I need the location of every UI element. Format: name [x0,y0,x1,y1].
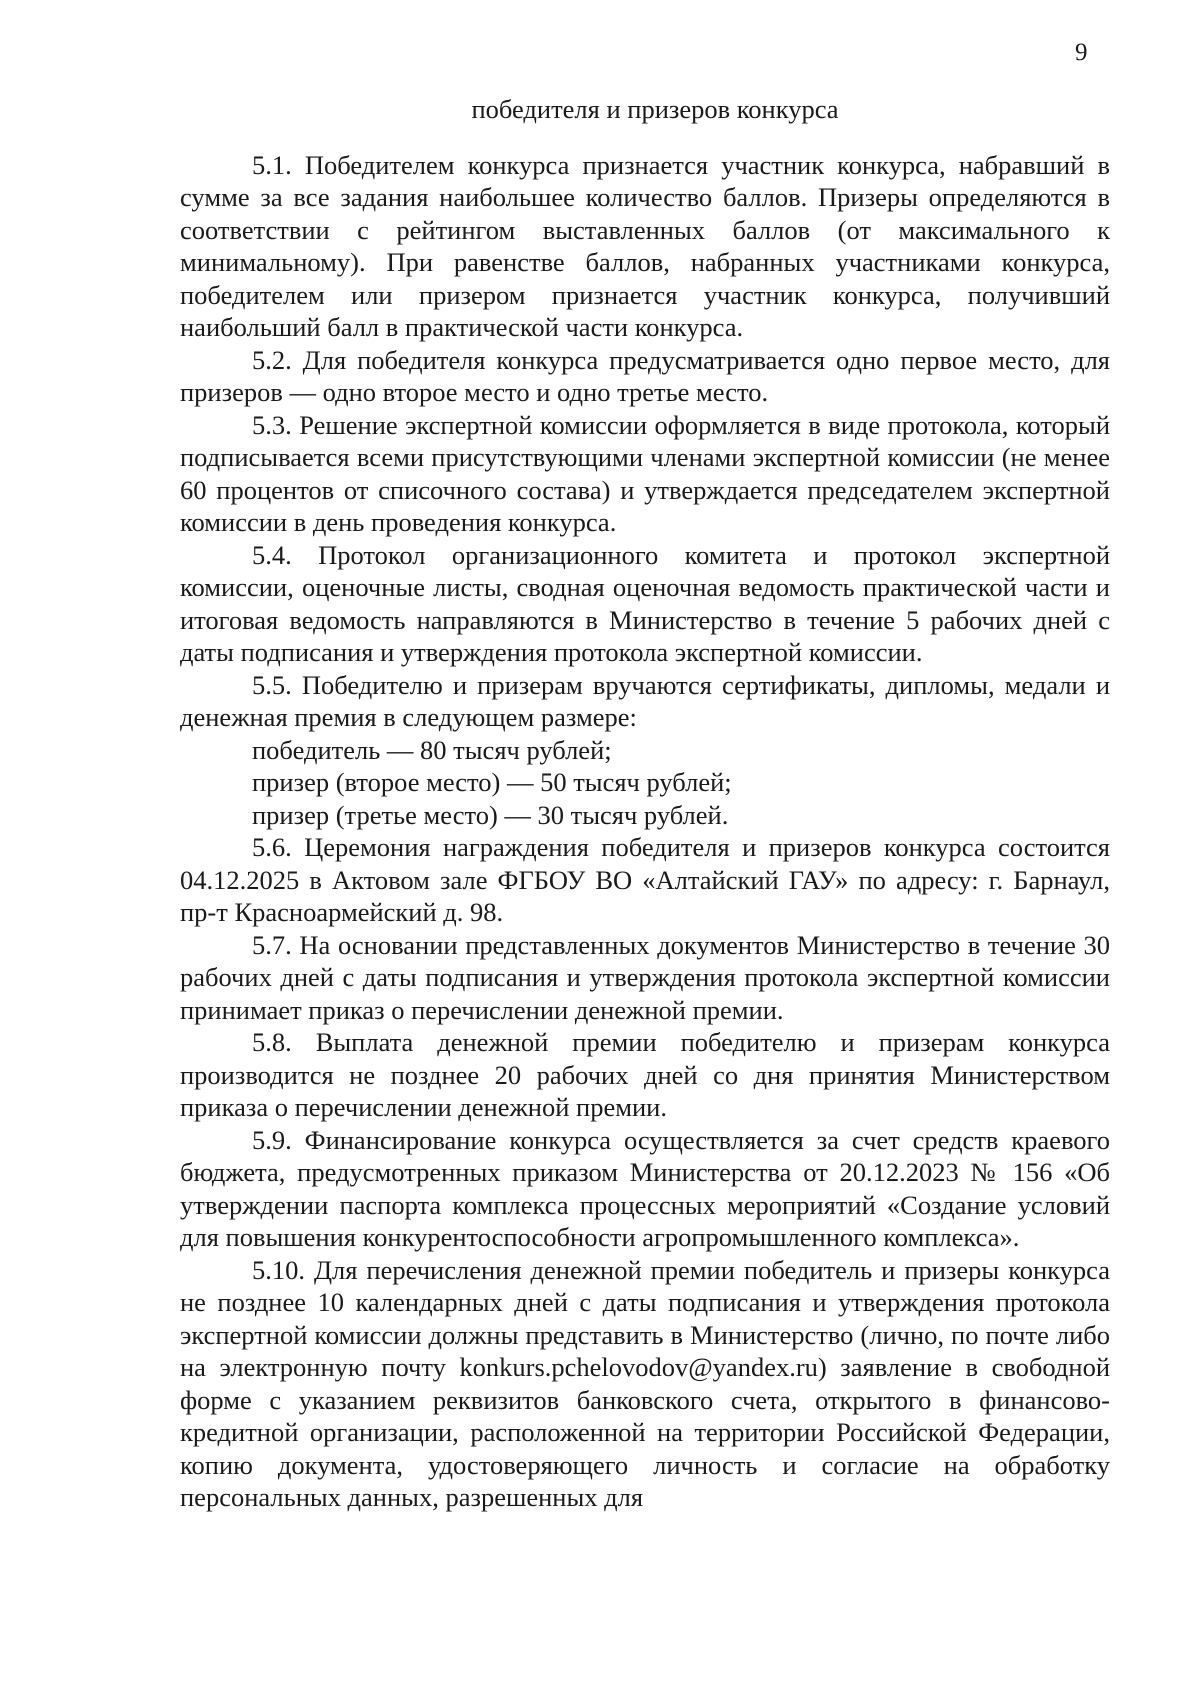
clause-5-1: 5.1. Победителем конкурса признается участник конкурса, набравший в сумме за все задания наибольшее количество баллов. Призеры определяются в соответствии с рейтингом выставленных баллов (от максимального к минимальному). При равенстве баллов, набранных участниками конкурса, победителем или призером признается участник конкурса, получивший наибольший балл в практической части конкурса. [180,149,1110,342]
prize-winner: победитель — 80 тысяч рублей; [252,734,612,765]
clause-5-4: 5.4. Протокол организационного комитета и протокол экспертной комиссии, оценочные листы, сводная оценочная ведомость практической части и итоговая ведомость направляются в Министерство в течение 5 рабочих дней с даты подписания и утверждения протокола экспертной комиссии. [180,539,1110,667]
clause-5-5: 5.5. Победителю и призерам вручаются сертификаты, дипломы, медали и денежная премия в следующем размере: [180,669,1110,732]
clause-5-9: 5.9. Финансирование конкурса осуществляется за счет средств краевого бюджета, предусмотренных приказом Министерства от 20.12.2023 № 156 «Об утверждении паспорта комплекса процессных мероприятий «Создание условий для повышения конкурентоспособности агропромышленного комплекса». [180,1124,1110,1252]
clause-5-7: 5.7. На основании представленных документов Министерство в течение 30 рабочих дней с даты подписания и утверждения протокола экспертной комиссии принимает приказ о перечислении денежной премии. [180,929,1110,1025]
clause-5-3: 5.3. Решение экспертной комиссии оформляется в виде протокола, который подписывается всеми присутствующими членами экспертной комиссии (не менее 60 процентов от списочного состава) и утверждается председателем экспертной комиссии в день проведения конкурса. [180,409,1110,537]
clause-5-6: 5.6. Церемония награждения победителя и призеров конкурса состоится 04.12.2025 в Актовом зале ФГБОУ ВО «Алтайский ГАУ» по адресу: г. Барнаул, пр-т Красноармейский д. 98. [180,832,1110,927]
section-heading: победителя и призеров конкурса [471,94,839,124]
page-number: 9 [1075,39,1088,66]
clause-5-8: 5.8. Выплата денежной премии победителю и призерам конкурса производится не позднее 20 рабочих дней со дня принятия Министерством приказа о перечислении денежной премии. [180,1027,1110,1122]
clause-5-2: 5.2. Для победителя конкурса предусматривается одно первое место, для призеров — одно второе место и одно третье место. [180,344,1110,407]
clause-5-10: 5.10. Для перечисления денежной премии победитель и призеры конкурса не позднее 10 календарных дней с даты подписания и утверждения протокола экспертной комиссии должны представить в Министерство (лично, по почте либо на электронную почту konkurs.pchelovodov@yandex.ru) заявление в свободной форме с указанием реквизитов банковского счета, открытого в финансово-кредитной организации, расположенной на территории Российской Федерации, копию документа, удостоверяющего личность и согласие на обработку персональных данных, разрешенных для [180,1254,1110,1512]
document-body [180,93,1110,1514]
prize-third-place: призер (третье место) — 30 тысяч рублей. [252,799,729,830]
prize-second-place: призер (второе место) — 50 тысяч рублей; [252,767,732,797]
prize-list [180,734,1110,832]
